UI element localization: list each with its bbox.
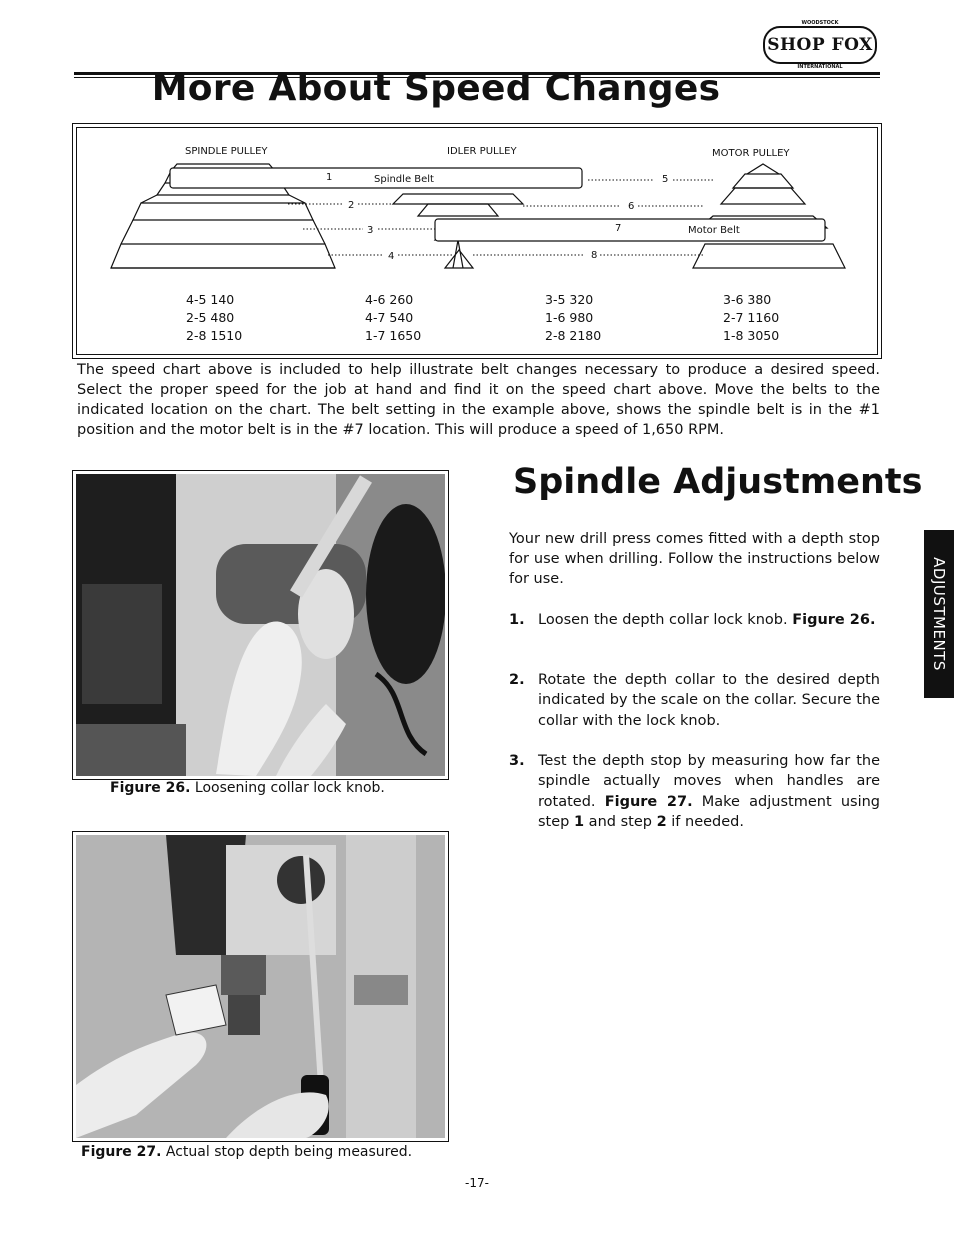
figure-26-caption: Figure 26. Loosening collar lock knob. xyxy=(110,780,385,796)
speed-entry: 1-6 980 xyxy=(545,310,594,325)
position-3: 3 xyxy=(367,225,374,236)
idler-pulley-label: IDLER PULLEY xyxy=(447,146,517,157)
position-5: 5 xyxy=(662,174,669,185)
figure-27-photo xyxy=(72,831,449,1142)
section-title: Spindle Adjustments xyxy=(513,462,923,502)
logo-text: SHOP FOX xyxy=(767,35,873,55)
speed-chart-description: The speed chart above is included to help illustrate belt changes necessary to produce a desired speed. Select the proper speed for the job at hand and find it on the speed chart above. Move the belts to the indicated location on the chart. The belt setting in the example above, shows the spindle belt is in the #1 position and the motor belt is in the #7 location. This will produce a speed of 1,650 RPM. xyxy=(77,362,880,438)
speed-entry: 2-7 1160 xyxy=(723,310,780,325)
position-4: 4 xyxy=(388,251,395,262)
speed-column-4 xyxy=(723,291,779,345)
step-3: 3. Test the depth stop by measuring how far the spindle actually moves when handles are rotated. Figure 27. Make adjustment using step 1 and step 2 if needed. xyxy=(509,753,880,831)
page-title: More About Speed Changes xyxy=(151,68,721,109)
logo-bottom-text: INTERNATIONAL xyxy=(797,64,843,70)
speed-entry: 1-7 1650 xyxy=(365,328,422,343)
speed-entry: 3-5 320 xyxy=(545,292,594,307)
position-8: 8 xyxy=(591,250,598,261)
speed-entry: 2-8 1510 xyxy=(186,328,243,343)
spindle-intro: Your new drill press comes fitted with a depth stop for use when drilling. Follow the instructions below for use. xyxy=(509,531,880,587)
drill-press-collar-image xyxy=(76,474,445,776)
section-side-tab: ADJUSTMENTS xyxy=(924,530,954,698)
spindle-pulley-label: SPINDLE PULLEY xyxy=(185,146,268,157)
speed-entry: 1-8 3050 xyxy=(723,328,780,343)
position-2: 2 xyxy=(348,200,355,211)
step-2: 2. Rotate the depth collar to the desired depth indicated by the scale on the collar. Secure the collar with the lock knob. xyxy=(509,672,880,729)
position-1: 1 xyxy=(326,172,333,183)
speed-column-2 xyxy=(365,291,421,345)
speed-entry: 4-7 540 xyxy=(365,310,414,325)
figure-27-caption: Figure 27. Actual stop depth being measured. xyxy=(81,1144,413,1160)
logo-top-text: WOODSTOCK xyxy=(801,20,839,26)
motor-pulley-label: MOTOR PULLEY xyxy=(712,148,790,159)
figure-26-photo xyxy=(72,470,449,780)
speed-entry: 3-6 380 xyxy=(723,292,772,307)
speed-entry: 2-5 480 xyxy=(186,310,235,325)
speed-entry: 4-6 260 xyxy=(365,292,414,307)
speed-column-3 xyxy=(545,291,601,345)
motor-belt-label: Motor Belt xyxy=(688,225,740,236)
shop-fox-logo xyxy=(763,20,877,70)
speed-entry: 4-5 140 xyxy=(186,292,235,307)
page-number: -17- xyxy=(465,1176,489,1190)
speed-column-1 xyxy=(186,291,242,345)
step-1: 1. Loosen the depth collar lock knob. Figure 26. xyxy=(509,612,876,628)
speed-chart xyxy=(72,123,882,359)
depth-measurement-image xyxy=(76,835,445,1138)
position-6: 6 xyxy=(628,201,635,212)
speed-entry: 2-8 2180 xyxy=(545,328,602,343)
position-7: 7 xyxy=(615,223,622,234)
spindle-belt-label: Spindle Belt xyxy=(374,174,434,185)
